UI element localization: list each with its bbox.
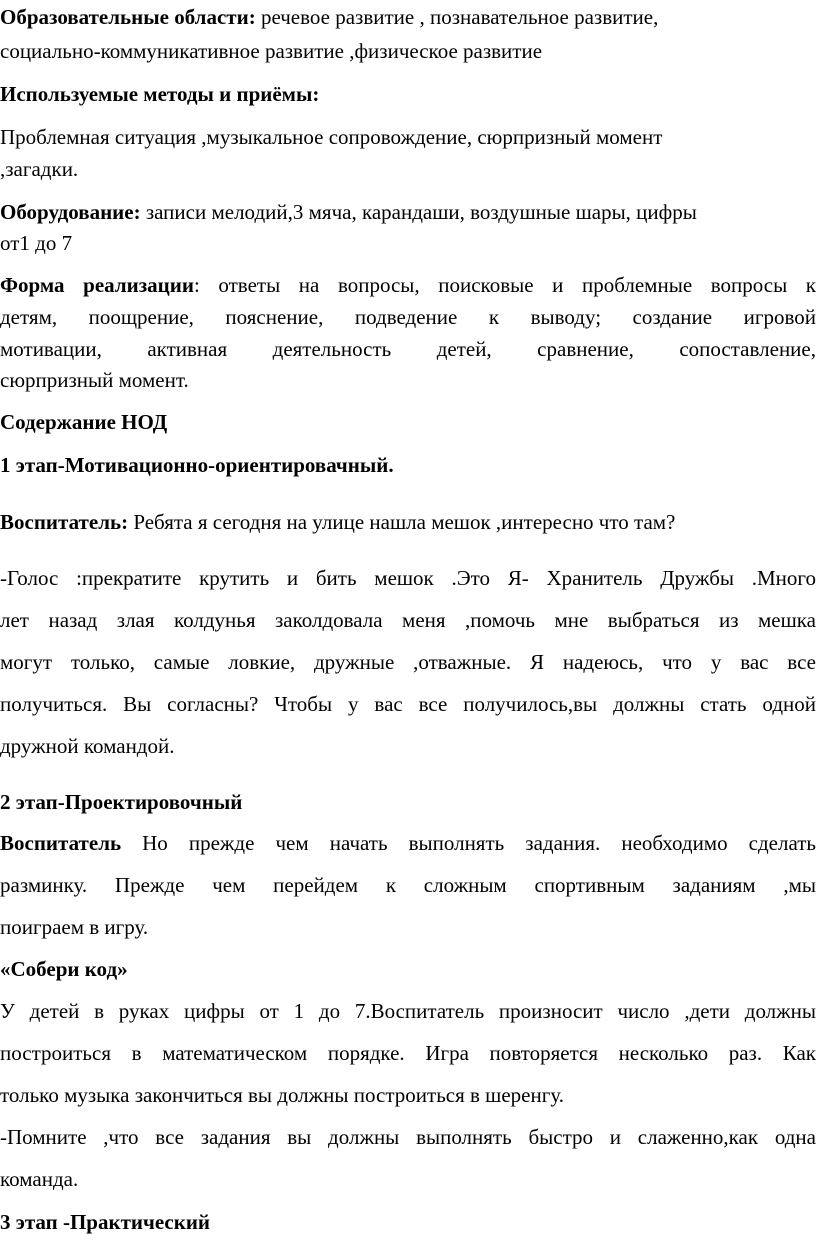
equipment-label: Оборудование: [0,200,141,224]
voice-line-1: -Голос :прекратите крутить и бить мешок .Это Я- Хранитель Дружбы .Много [0,566,816,590]
game-line-3: только музыка закончиться вы должны построиться в шеренгу. [0,1083,564,1107]
areas-line-2: социально-коммуникативное развитие ,физическое развитие [0,39,543,63]
stage2-heading-text: 2 этап-Проектировочный [0,790,243,814]
methods-heading-text: Используемые методы и приёмы: [0,82,320,106]
content-heading [0,409,816,435]
equipment-line-2: от1 до 7 [0,231,73,255]
form-line-4: сюрпризный момент. [0,368,189,392]
equipment-line-1 [0,199,816,225]
voice-line-3: могут только, самые ловкие, дружные ,отважные. Я надеюсь, что у вас все [0,650,816,674]
stage2-line-3: поиграем в игру. [0,915,149,939]
game-line-1: У детей в руках цифры от 1 до 7.Воспитатель произносит число ,дети должны [0,999,816,1023]
voice-line-5: дружной командой. [0,734,175,758]
stage1-teacher-line [0,509,816,535]
stage2-text-1: Но прежде чем начать выполнять задания. необходимо сделать [121,831,816,855]
voice-line-2: лет назад злая колдунья заколдовала меня ,помочь мне выбраться из мешка [0,608,816,632]
form-text-1: : ответы на вопросы, поисковые и проблемные вопросы к [193,273,816,297]
game-line-2: построиться в математическом порядке. Игра повторяется несколько раз. Как [0,1041,816,1065]
form-label: Форма реализации [0,273,194,297]
areas-line-1 [0,4,816,30]
voice-line-4: получиться. Вы согласны? Чтобы у вас все получилось,вы должны стать одной [0,692,816,716]
stage1-teacher-label: Воспитатель: [0,510,129,534]
game-line-5: команда. [0,1167,79,1191]
stage2-line-2: разминку. Прежде чем перейдем к сложным спортивным заданиям ,мы [0,873,816,897]
methods-line-2: ,загадки. [0,157,79,181]
areas-label: Образовательные области: [0,5,256,29]
stage2-teacher-label: Воспитатель [0,831,122,855]
areas-text-1: речевое развитие , познавательное развитие, [255,5,659,29]
stage2-line-1 [0,830,816,856]
stage1-heading-text: 1 этап-Мотивационно-ориентировачный. [0,453,394,477]
form-line-1 [0,272,816,298]
stage3-heading-text: 3 этап -Практический [0,1210,211,1234]
form-line-2: детям, поощрение, пояснение, подведение к выводу; создание игровой [0,305,816,329]
form-line-3: мотивации, активная деятельность детей, сравнение, сопоставление, [0,337,816,361]
game-title-text: «Собери код» [0,957,128,981]
methods-line-1: Проблемная ситуация ,музыкальное сопровождение, сюрпризный момент [0,125,663,149]
stage3-heading [0,1209,816,1235]
stage1-teacher-text: Ребята я сегодня на улице нашла мешок ,интересно что там? [128,510,676,534]
methods-heading [0,81,816,107]
stage2-heading [0,789,816,815]
game-line-4: -Помните ,что все задания вы должны выполнять быстро и слаженно,как одна [0,1125,816,1149]
stage1-heading [0,452,816,478]
game-title [0,956,816,982]
equipment-text-1: записи мелодий,3 мяча, карандаши, воздушные шары, цифры [140,200,697,224]
content-heading-text: Содержание НОД [0,410,168,434]
